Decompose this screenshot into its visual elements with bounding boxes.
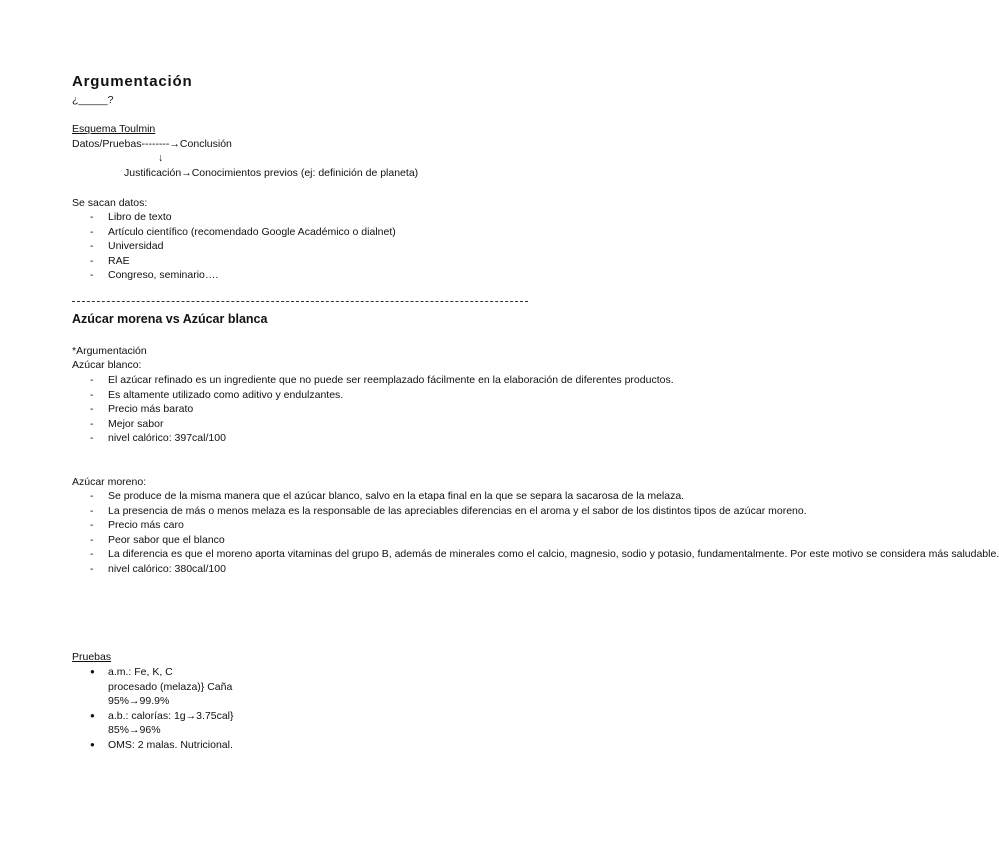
page-title: Argumentación	[72, 73, 193, 90]
list-item	[90, 709, 234, 738]
sources-list	[90, 210, 396, 283]
list-item: - Precio más barato	[90, 402, 530, 417]
question-text: ¿_____?	[72, 94, 114, 106]
section-divider	[72, 301, 528, 302]
list-item: ● OMS: 2 malas. Nutricional.	[90, 738, 234, 753]
am-line-1: ● a.m.: Fe, K, C	[108, 666, 173, 678]
list-item: - La diferencia es que el moreno aporta vitaminas del grupo B, además de minerales como el calcio, magnesio, sodio y potasio, fundamentalmente. Por este motivo se considera más saludable.	[90, 547, 530, 562]
toulmin-heading: Esquema Toulmin	[72, 123, 156, 135]
list-item: - Precio más caro	[90, 518, 530, 533]
moreno-list	[90, 489, 999, 577]
list-item: - El azúcar refinado es un ingrediente que no puede ser reemplazado fácilmente en la elaboración de diferentes productos.	[90, 373, 530, 388]
list-item	[90, 665, 234, 709]
pruebas-list	[90, 665, 234, 753]
toulmin-line-justification: Justificación→Conocimientos previos (ej: definición de planeta)	[124, 167, 419, 179]
ab-line-1: ● a.b.: calorías: 1g→3.75cal}	[108, 709, 234, 722]
am-line-3: 95%→99.9%	[108, 695, 170, 708]
list-item: - Mejor sabor	[90, 417, 530, 432]
toulmin-line-data: Datos/Pruebas--------→Conclusión	[72, 138, 232, 150]
section-tag: *Argumentación	[72, 345, 147, 357]
down-arrow-icon: ↓	[158, 152, 164, 164]
blanco-list	[90, 373, 674, 446]
ab-line-2: 85%→96%	[108, 724, 161, 737]
list-item: - La presencia de más o menos melaza es la responsable de las apreciables diferencias en el aroma y el sabor de los distintos tipos de azúcar moreno.	[90, 504, 530, 519]
list-item: - Se produce de la misma manera que el azúcar blanco, salvo en la etapa final en la que se separa la sacarosa de la melaza.	[90, 489, 530, 504]
list-item: - Es altamente utilizado como aditivo y endulzantes.	[90, 388, 530, 403]
list-item: - Universidad	[90, 239, 396, 254]
blanco-label: Azúcar blanco:	[72, 359, 142, 371]
list-item: - Peor sabor que el blanco	[90, 533, 530, 548]
pruebas-heading: Pruebas	[72, 651, 112, 663]
sources-intro: Se sacan datos:	[72, 197, 148, 209]
list-item: - nivel calórico: 380cal/100	[90, 562, 530, 577]
list-item: - Congreso, seminario….	[90, 268, 396, 283]
list-item: - Libro de texto	[90, 210, 396, 225]
list-item: - RAE	[90, 254, 396, 269]
list-item: - nivel calórico: 397cal/100	[90, 431, 530, 446]
section-title: Azúcar morena vs Azúcar blanca	[72, 312, 268, 326]
moreno-label: Azúcar moreno:	[72, 476, 147, 488]
am-line-2: procesado (melaza)} Caña	[108, 680, 233, 693]
list-item: - Artículo científico (recomendado Google Académico o dialnet)	[90, 225, 396, 240]
